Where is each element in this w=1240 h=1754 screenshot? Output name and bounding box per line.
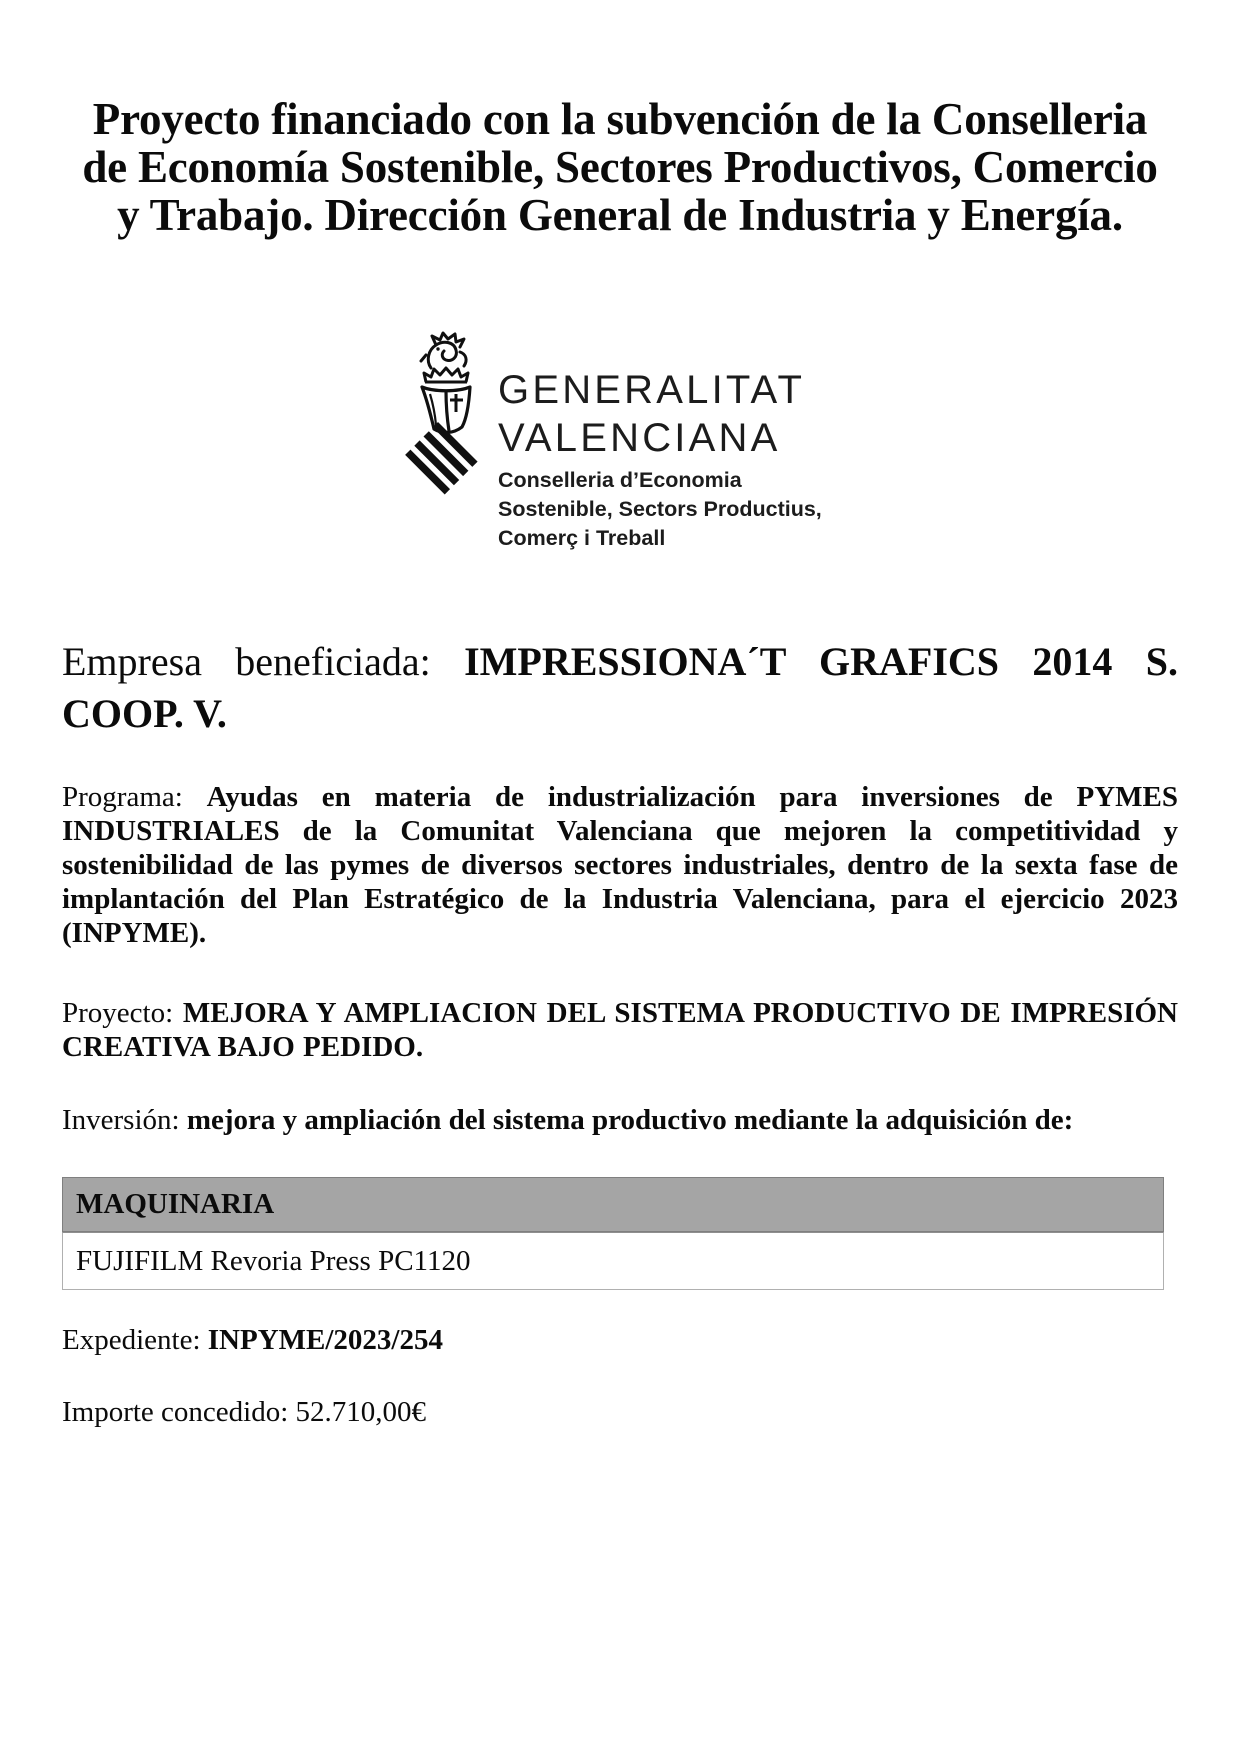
investment-line <box>62 1103 1178 1137</box>
program-value: Ayudas en materia de industrialización para inversiones de PYMES INDUSTRIALES de la Comunitat Valenciana que mejoren la competitividad y sostenibilidad de las pymes de diversos sectores industriales, dentro de la sexta fase de implantación del Plan Estratégico de la Industria Valenciana, para el ejercicio 2023 (INPYME). <box>62 781 1178 949</box>
logo-wordmark <box>498 366 805 462</box>
granted-amount-label: Importe concedido: <box>62 1396 289 1428</box>
project-label: Proyecto: <box>62 997 174 1029</box>
program-paragraph <box>62 780 1178 950</box>
table-header-maquinaria: MAQUINARIA <box>62 1177 1164 1232</box>
beneficiary-value: IMPRESSIONA´T GRAFICS 2014 S. COOP. V. <box>62 639 1179 736</box>
file-number-label: Expediente: <box>62 1324 201 1356</box>
beneficiary-line <box>62 636 1178 740</box>
beneficiary-label: Empresa beneficiada: <box>62 639 431 684</box>
file-number-line <box>62 1323 1178 1357</box>
table-row: FUJIFILM Revoria Press PC1120 <box>62 1232 1164 1290</box>
project-paragraph <box>62 996 1178 1064</box>
generalitat-valenciana-emblem-icon <box>400 330 480 500</box>
file-number-value: INPYME/2023/254 <box>207 1324 443 1356</box>
logo-department-line1: Conselleria d’Economia <box>498 468 742 492</box>
logo-department <box>498 466 822 553</box>
investment-value: mejora y ampliación del sistema productivo mediante la adquisición de: <box>186 1104 1074 1136</box>
logo-department-line3: Comerç i Treball <box>498 526 666 550</box>
page-title: Proyecto financiado con la subvención de la Conselleria de Economía Sostenible, Sectores Productivos, Comercio y Trabajo. Dirección General de Industria y Energía. <box>82 94 1158 240</box>
granted-amount-value: 52.710,00€ <box>295 1396 427 1428</box>
logo-wordmark-line2: VALENCIANA <box>498 416 781 460</box>
generalitat-valenciana-logo <box>400 330 860 562</box>
investment-label: Inversión: <box>62 1104 180 1136</box>
program-label: Programa: <box>62 781 183 813</box>
granted-amount-line <box>62 1395 1178 1429</box>
logo-department-line2: Sostenible, Sectors Productius, <box>498 497 822 521</box>
machinery-table <box>62 1177 1164 1290</box>
logo-wordmark-line1: GENERALITAT <box>498 368 806 412</box>
project-value: MEJORA Y AMPLIACION DEL SISTEMA PRODUCTIVO DE IMPRESIÓN CREATIVA BAJO PEDIDO. <box>62 997 1178 1063</box>
